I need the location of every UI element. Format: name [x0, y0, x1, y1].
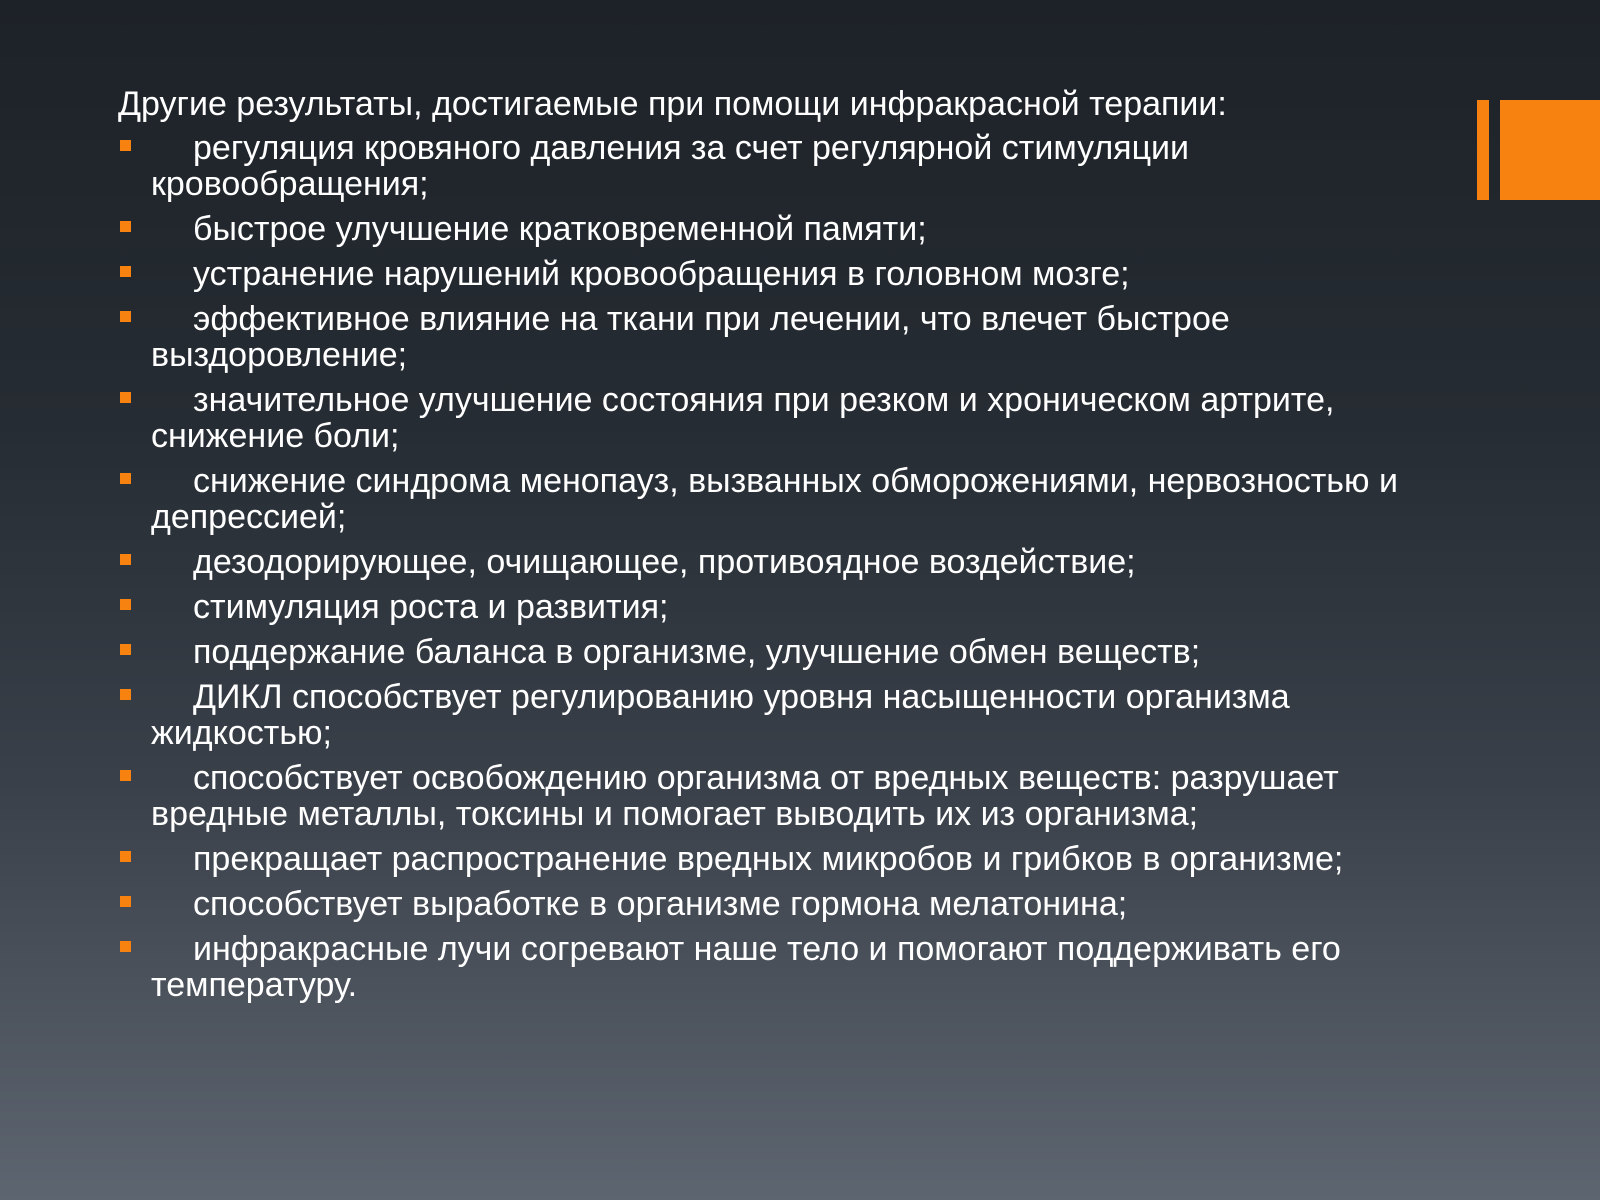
- list-item: [118, 589, 1438, 625]
- list-item-text: дезодорирующее, очищающее, противоядное воздействие;: [193, 543, 1136, 581]
- list-item-text: регуляция кровяного давления за счет регулярной стимуляции кровообращения;: [151, 129, 1190, 203]
- list-item: [118, 841, 1438, 877]
- list-item-text: инфракрасные лучи согревают наше тело и помогают поддерживать его температуру.: [151, 930, 1341, 1004]
- list-item-text: ДИКЛ способствует регулированию уровня насыщенности организма жидкостью;: [151, 678, 1290, 752]
- intro-text: Другие результаты, достигаемые при помощи инфракрасной терапии:: [118, 85, 1227, 123]
- list-item: [118, 301, 1438, 373]
- slide-content: [118, 86, 1438, 1012]
- list-item: [118, 886, 1438, 922]
- list-item-text: значительное улучшение состояния при резком и хроническом артрите, снижение боли;: [151, 381, 1335, 455]
- list-item-text: поддержание баланса в организме, улучшение обмен веществ;: [193, 633, 1201, 671]
- list-item-text: способствует освобождению организма от вредных веществ: разрушает вредные металлы, токсины и помогает выводить их из организма;: [151, 759, 1339, 833]
- list-item: [118, 634, 1438, 670]
- list-item: [118, 679, 1438, 751]
- list-item-text: устранение нарушений кровообращения в головном мозге;: [193, 255, 1130, 293]
- accent-bar-decoration: [1477, 100, 1489, 200]
- list-item: [118, 544, 1438, 580]
- list-item: [118, 931, 1438, 1003]
- accent-block-decoration: [1500, 100, 1600, 200]
- list-item: [118, 130, 1438, 202]
- list-item: [118, 382, 1438, 454]
- list-item-text: эффективное влияние на ткани при лечении, что влечет быстрое выздоровление;: [151, 300, 1230, 374]
- bullet-list: [118, 130, 1438, 1003]
- list-item: [118, 211, 1438, 247]
- list-item-text: снижение синдрома менопауз, вызванных обморожениями, нервозностью и депрессией;: [151, 462, 1398, 536]
- list-item-text: способствует выработке в организме гормона мелатонина;: [193, 885, 1128, 923]
- list-item-text: стимуляция роста и развития;: [193, 588, 669, 626]
- list-item: [118, 463, 1438, 535]
- list-item: [118, 256, 1438, 292]
- list-item: [118, 760, 1438, 832]
- list-item-text: быстрое улучшение кратковременной памяти;: [193, 210, 927, 248]
- list-item-text: прекращает распространение вредных микробов и грибков в организме;: [193, 840, 1344, 878]
